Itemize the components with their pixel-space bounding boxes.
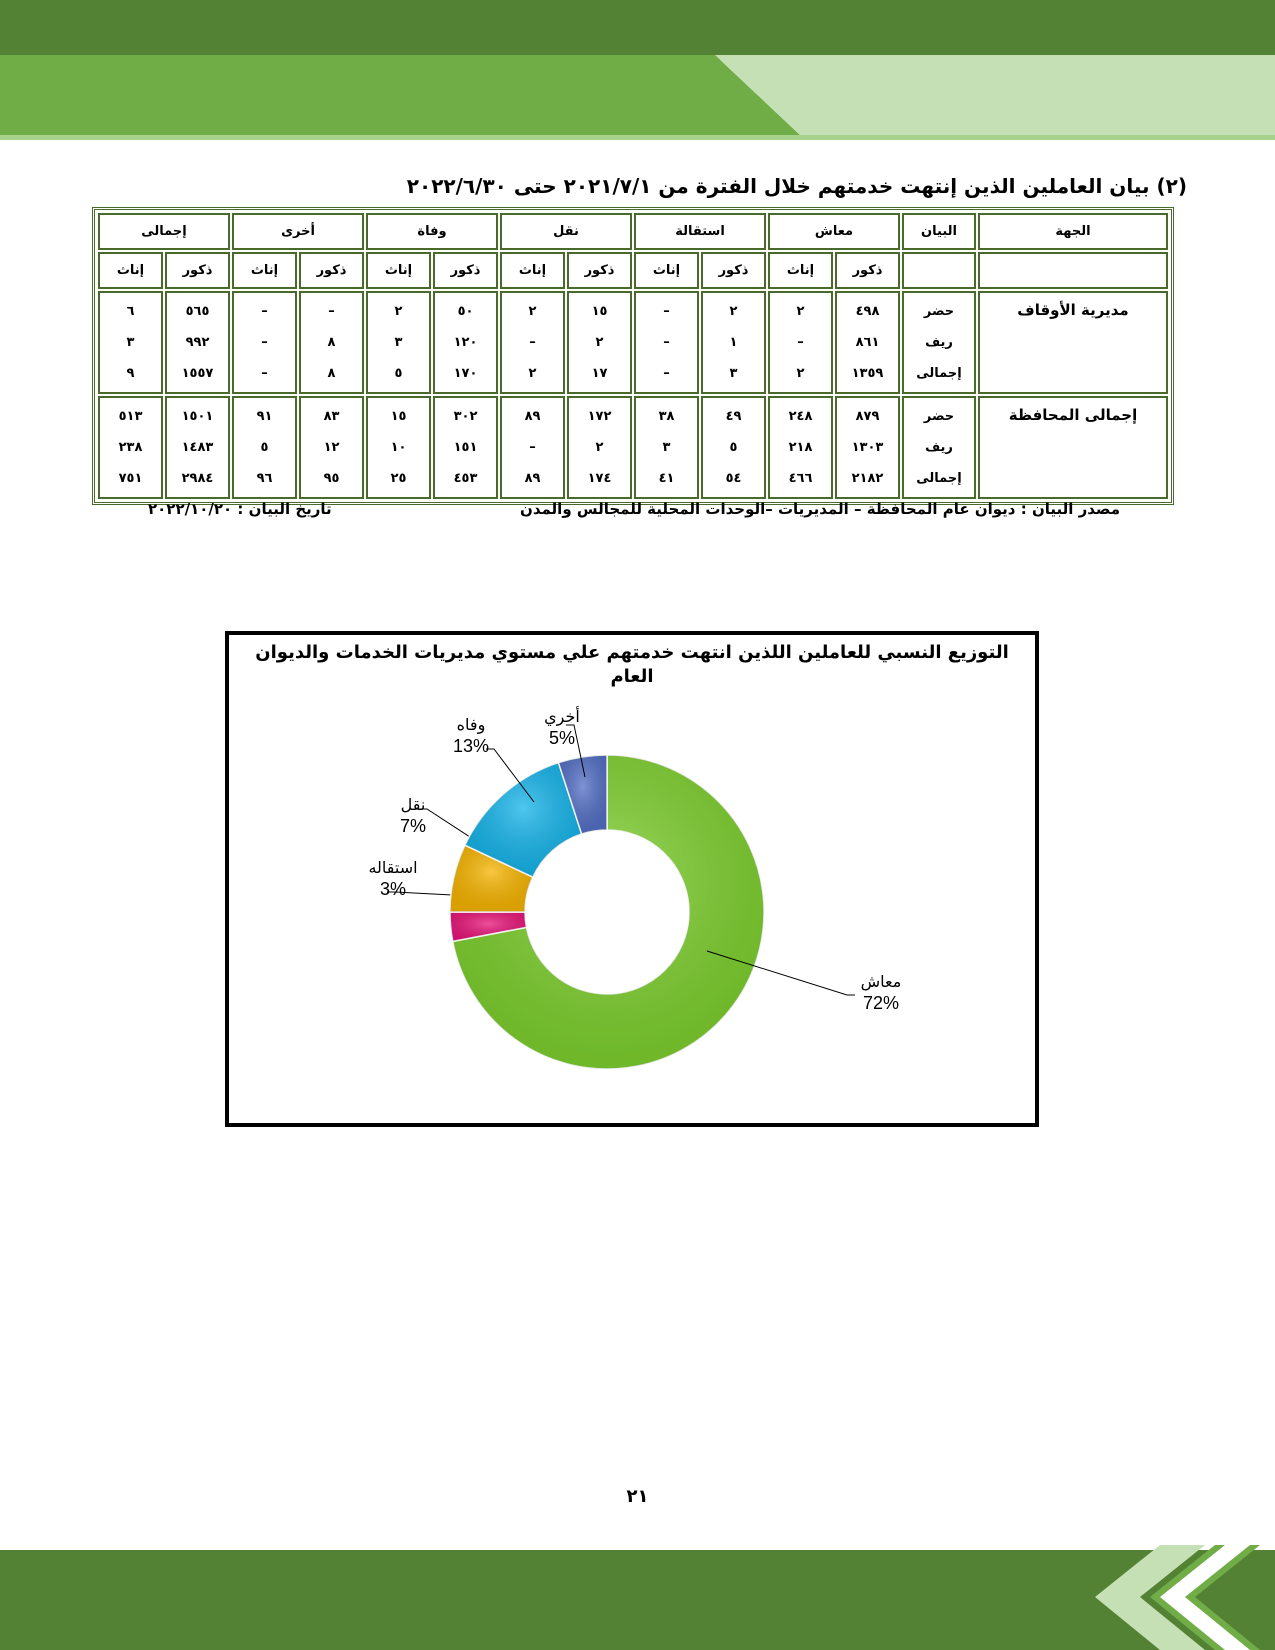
header-sub: ذكور <box>567 252 632 289</box>
header-sub: ذكور <box>433 252 498 289</box>
slice-label: استقاله <box>368 858 418 877</box>
value: – <box>261 366 268 381</box>
value: ١٧ <box>591 366 608 381</box>
value: ١٧٠ <box>453 366 478 381</box>
value: ٢ <box>528 366 537 381</box>
value-cell <box>165 291 230 394</box>
entity-cell: مديرية الأوقاف <box>978 291 1168 394</box>
value: ١٥ <box>591 304 608 319</box>
value-cell <box>366 291 431 394</box>
data-source: مصدر البيان : ديوان عام المحافظة – المديريات –الوحدات المحلية للمجالس والمدن <box>520 500 1120 518</box>
value-cell <box>634 396 699 499</box>
value: ٤٦٦ <box>788 471 813 486</box>
header-sub: إناث <box>634 252 699 289</box>
value-cell <box>500 396 565 499</box>
value-cell <box>701 291 766 394</box>
row-label: إجمالى <box>916 471 962 486</box>
row-label: ريف <box>925 440 953 455</box>
slice-label: وفاه <box>456 715 486 734</box>
table-title: (٢) بيان العاملين الذين إنتهت خدمتهم خلال الفترة من ٢٠٢١/٧/١ حتى ٢٠٢٢/٦/٣٠ <box>406 174 1187 198</box>
value: ٢ <box>796 366 805 381</box>
header-band <box>0 0 1275 60</box>
value-cell <box>567 396 632 499</box>
value: ٢٣٨ <box>118 440 143 455</box>
donut-chart <box>229 635 1035 1123</box>
table-section-row <box>98 396 1168 499</box>
value: ١٧٢ <box>587 409 612 424</box>
value: ٥١٣ <box>118 409 143 424</box>
header-group: نقل <box>500 213 632 250</box>
row-labels-cell <box>902 396 976 499</box>
value: ٩ <box>126 366 135 381</box>
value-cell <box>835 291 900 394</box>
value-cell <box>232 291 297 394</box>
value: – <box>328 304 335 319</box>
row-label: إجمالى <box>916 366 962 381</box>
value: ٥ <box>729 440 738 455</box>
value: ٢٤٨ <box>788 409 813 424</box>
header-entity: الجهة <box>978 213 1168 250</box>
value: ١٥ <box>390 409 407 424</box>
value: – <box>529 335 536 350</box>
row-label: حضر <box>923 304 955 319</box>
value: ١٣٠٣ <box>851 440 884 455</box>
value-cell <box>701 396 766 499</box>
header-sub: إناث <box>232 252 297 289</box>
value: ٥ <box>260 440 269 455</box>
header-decoration <box>0 55 1275 140</box>
value-cell <box>98 291 163 394</box>
value: ٣ <box>729 366 738 381</box>
header-sub: إناث <box>768 252 833 289</box>
entity-cell: إجمالى المحافظة <box>978 396 1168 499</box>
value: ٥٠ <box>457 304 474 319</box>
value-cell <box>567 291 632 394</box>
header-group: استقالة <box>634 213 766 250</box>
value: ١٥١ <box>453 440 478 455</box>
value-cell <box>433 291 498 394</box>
value: ٣ <box>394 335 403 350</box>
value: ٤٥٣ <box>453 471 478 486</box>
slice-percent: 5% <box>548 728 576 748</box>
page-number: ٢١ <box>626 1486 649 1507</box>
slice-percent: 3% <box>379 879 407 899</box>
header-sub: ذكور <box>701 252 766 289</box>
value: ٨٦١ <box>855 335 880 350</box>
header-group: وفاة <box>366 213 498 250</box>
value: ٢١٨٢ <box>851 471 884 486</box>
header-empty <box>978 252 1168 289</box>
slice-label: أخري <box>544 707 580 726</box>
slice-label: نقل <box>400 795 426 814</box>
value: ٢٥ <box>390 471 407 486</box>
value-cell <box>768 396 833 499</box>
table-section-row <box>98 291 1168 394</box>
value: ٣٠٢ <box>453 409 478 424</box>
header-group: إجمالى <box>98 213 230 250</box>
value: ٢ <box>729 304 738 319</box>
value: ٩٥ <box>323 471 340 486</box>
value: ٢ <box>394 304 403 319</box>
value: – <box>261 304 268 319</box>
value: ٥٦٥ <box>185 304 210 319</box>
value: ٢ <box>595 440 604 455</box>
value-cell <box>835 396 900 499</box>
value: ٢ <box>595 335 604 350</box>
header-group: أخرى <box>232 213 364 250</box>
value: ٦ <box>126 304 135 319</box>
value: ٨٧٩ <box>855 409 880 424</box>
value: – <box>797 335 804 350</box>
data-table <box>96 211 1170 501</box>
header-empty <box>902 252 976 289</box>
row-labels-cell <box>902 291 976 394</box>
value: ٣ <box>126 335 135 350</box>
value: ١٥٠١ <box>181 409 214 424</box>
data-date: تاريخ البيان : ٢٠٢٢/١٠/٢٠ <box>148 500 332 518</box>
value-cell <box>768 291 833 394</box>
value: ١٣٥٩ <box>851 366 884 381</box>
value: ٢ <box>796 304 805 319</box>
row-label: ريف <box>925 335 953 350</box>
value-cell <box>634 291 699 394</box>
value: ٨٩ <box>524 409 541 424</box>
header-sub: إناث <box>98 252 163 289</box>
value: ٩١ <box>256 409 273 424</box>
data-table-frame <box>92 207 1174 505</box>
header-group: معاش <box>768 213 900 250</box>
footer-decoration <box>0 1545 1275 1650</box>
value: ٢٩٨٤ <box>181 471 214 486</box>
value: ٢١٨ <box>788 440 813 455</box>
value: ٣٨ <box>658 409 675 424</box>
value: ١٧٤ <box>587 471 612 486</box>
slice-percent: 7% <box>399 816 427 836</box>
value: ٩٦ <box>256 471 273 486</box>
value-cell <box>299 291 364 394</box>
chart-frame <box>225 631 1039 1127</box>
value: ٢ <box>528 304 537 319</box>
header-statement: البيان <box>902 213 976 250</box>
value-cell <box>299 396 364 499</box>
value: ١٤٨٣ <box>181 440 214 455</box>
value: ١٠ <box>390 440 407 455</box>
value: ٤٩ <box>725 409 742 424</box>
value-cell <box>165 396 230 499</box>
value-cell <box>366 396 431 499</box>
value: ٩٩٢ <box>185 335 210 350</box>
row-label: حضر <box>923 409 955 424</box>
value: ٥٤ <box>725 471 742 486</box>
value: ١٢ <box>323 440 340 455</box>
value: ١٥٥٧ <box>181 366 214 381</box>
value: ٣ <box>662 440 671 455</box>
value: ٨ <box>327 335 336 350</box>
value-cell <box>98 396 163 499</box>
header-sub: ذكور <box>835 252 900 289</box>
value: ١ <box>729 335 738 350</box>
value: ١٢٠ <box>453 335 478 350</box>
value-cell <box>232 396 297 499</box>
value-cell <box>433 396 498 499</box>
value: ٨٩ <box>524 471 541 486</box>
slice-percent: 13% <box>452 736 490 756</box>
header-sub: إناث <box>366 252 431 289</box>
value: – <box>529 440 536 455</box>
slice-percent: 72% <box>862 993 900 1013</box>
value-cell <box>500 291 565 394</box>
value: – <box>663 366 670 381</box>
header-sub: إناث <box>500 252 565 289</box>
value: ٨ <box>327 366 336 381</box>
value: ٨٣ <box>323 409 340 424</box>
value: – <box>663 304 670 319</box>
value: ٤١ <box>658 471 675 486</box>
header-sub: ذكور <box>299 252 364 289</box>
table-body <box>98 291 1168 499</box>
value: ٧٥١ <box>118 471 143 486</box>
value: ٤٩٨ <box>855 304 880 319</box>
value: ٥ <box>394 366 403 381</box>
value: – <box>663 335 670 350</box>
slice-label: معاش <box>860 972 902 991</box>
header-sub: ذكور <box>165 252 230 289</box>
chart-title: التوزيع النسبي للعاملين اللذين انتهت خدمتهم علي مستوي مديريات الخدمات والديوان العام <box>255 642 1009 687</box>
value: – <box>261 335 268 350</box>
